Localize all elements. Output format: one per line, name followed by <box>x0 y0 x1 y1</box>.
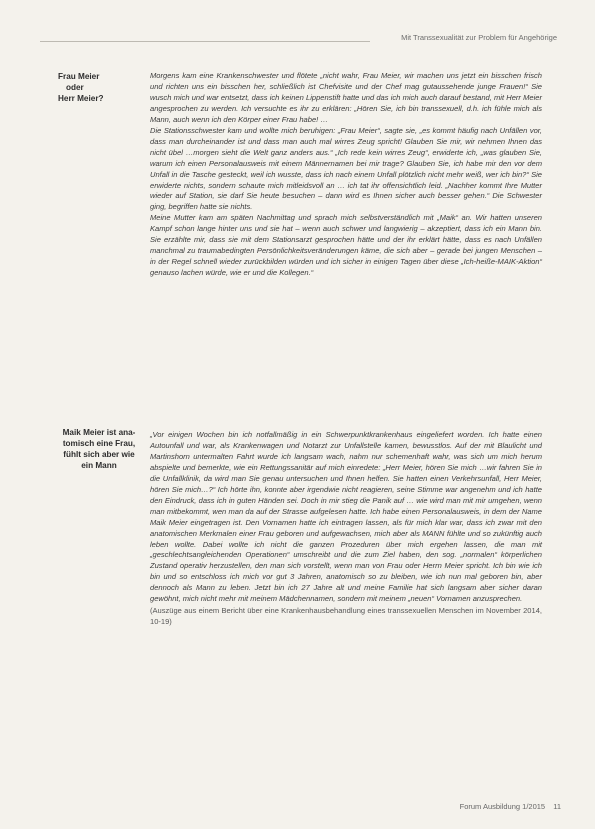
section-label-line: Herr Meier? <box>58 94 104 103</box>
section-1-body <box>150 71 542 279</box>
section-label-1 <box>58 71 140 104</box>
section-label-line: fühlt sich aber wie <box>63 450 135 459</box>
page-footer <box>454 802 561 811</box>
section-label-line: Frau Meier <box>58 72 100 81</box>
page-number: 11 <box>553 802 561 811</box>
running-header: Mit Transsexualität zur Problem für Angehörige <box>401 33 557 42</box>
section-label-line: ein Mann <box>81 461 117 470</box>
section-label-line: oder <box>66 83 84 92</box>
source-note: (Auszüge aus einem Bericht über eine Krankenhausbehandlung eines transsexuellen Menschen im November 2014, 10-19) <box>150 606 542 627</box>
section-label-2 <box>58 427 140 471</box>
paragraph: Die Stationsschwester kam und wollte mich beruhigen: „Frau Meier“, sagte sie, „es kommt häufig nach Unfällen vor, dass man durcheinander ist und dass man auch mal wirres Zeug spricht! Glauben Sie mir, wir nehmen Ihnen das nicht übel …morgen sieht die Welt ganz anders aus.“ „Ich rede kein wirres Zeug“, erwiderte ich, „was glauben Sie, warum ich einen Personalausweis mit einem Männernamen bei mir trage? Glauben Sie, ich habe mir den vor dem Unfall in die Tasche gesteckt, weil ich wusste, dass ich nach einem Unfall plötzlich nicht mehr weiß, wer ich bin?“ Sie erwiderte nichts, sondern schaute mich mitleidsvoll an … ich tat ihr offensichtlich leid. „Nachher kommt Ihre Mutter wieder auf Station, sie darf Sie heute besuchen – dann wird es Ihnen sicher auch besser gehen.“ Die Schwester ging, begriffen hatte sie nichts. <box>150 125 542 212</box>
section-label-line: tomisch eine Frau, <box>62 439 136 448</box>
paragraph: Morgens kam eine Krankenschwester und flötete „nicht wahr, Frau Meier, wir machen uns jetzt ein bisschen frisch und richten uns ein bisschen her, schließlich ist Chefvisite und der Chef mag gutaussehende junge Frauen!“ Sie wusch mich und war entsetzt, dass ich keinen Lippenstift hatte und das ich mich auch darauf bestand, mit Herr Meier angesprochen zu werden. Ich versuchte es ihr zu erklären: „Hören Sie, ich bin transsexuell, d.h. ich fühle mich als Mann, auch wenn ich den Körper einer Frau habe! … <box>150 71 542 124</box>
footer-publication: Forum Ausbildung 1/2015 <box>459 802 546 811</box>
section-label-line: Maik Meier ist ana- <box>62 428 136 437</box>
paragraph: Meine Mutter kam am späten Nachmittag und sprach mich selbstverständlich mit „Maik“ an. Wir hatten unseren Kampf schon lange hinter uns und sie hat – wenn auch schwer und langwierig – akzeptiert, dass ich ein Mann bin. Sie erzählte mir, dass sie mit dem Stationsarzt gesprochen hätte und der ihr erklärt hätte, dass es nach Unfällen manchmal zu traumabedingten Persönlichkeitsveränderungen käme, die sich aber – gerade bei jungen Menschen – in der Regel schnell wieder zurückbilden würden und ich sicher in einigen Tagen über diese „Ich-heiße-MAIK-Aktion“ genauso lachen würde, wie er und die Kollegen.“ <box>150 213 542 278</box>
paragraph: „Vor einigen Wochen bin ich notfallmäßig in ein Schwerpunktkrankenhaus eingeliefert worden. Ich hatte einen Autounfall und war, als Krankenwagen und Notarzt zur Unfallstelle kamen, bewusstlos. Auf der mit Blaulicht und Martinshorn untermalten Fahrt wurde ich langsam wach, nahm nur schemenhaft wahr, was sich um mich herum abspielte und bemerkte, wie ein Rettungssanitär auf mich einredete: „Herr Meier, hören Sie mich …wir fahren Sie in die Unfallklinik, da wird man Sie genau untersuchen und Ihnen helfen. Sie hatten einen Verkehrsunfall, Herr Meier, hören Sie mich…?“ Ich hörte ihn, konnte aber irgendwie nicht reagieren, seine Stimme war angenehm und ich hatte den Eindruck, dass ich in guten Händen sei. Doch in mir stieg die Panik auf … wie wird man mit mir umgehen, wenn man mitbekommt, wen man da auf der Strasse aufgelesen hatte. Ich habe einen Personalausweis, in dem der Name Maik Meier eingetragen ist. Den Vornamen hatte ich eintragen lassen, als für mich klar war, dass ich zwar mit den anatomischen Merkmalen einer Frau geboren und aufgewachsen, mich aber als MANN fühlte und so zukünftig auch leben wollte. Dabei wollte ich nicht die ganzen Prozeduren über mich ergehen lassen, die man mit „geschlechtsangleichenden Operationen“ umschreibt und die zum Ziel haben, den sog. „normalen“ körperlichen Zustand operativ herzustellen, den man sich vorstellt, wenn man von Frau oder Herrn Meier spricht. Ich bin wie ich bin und so entschloss ich mich vor gut 3 Jahren, anatomisch so zu bleiben, wie ich nun mal geboren bin, aber dennoch als Mann zu leben. Jetzt bin ich 27 Jahre alt und meine Familie hat sich langsam aber sicher daran gewöhnt, mich nicht mehr mit meinem Mädchennamen, sondern mit meinem „neuen“ Vornamen anzusprechen. <box>150 430 542 604</box>
section-2-body <box>150 430 542 628</box>
header-rule <box>40 41 370 42</box>
